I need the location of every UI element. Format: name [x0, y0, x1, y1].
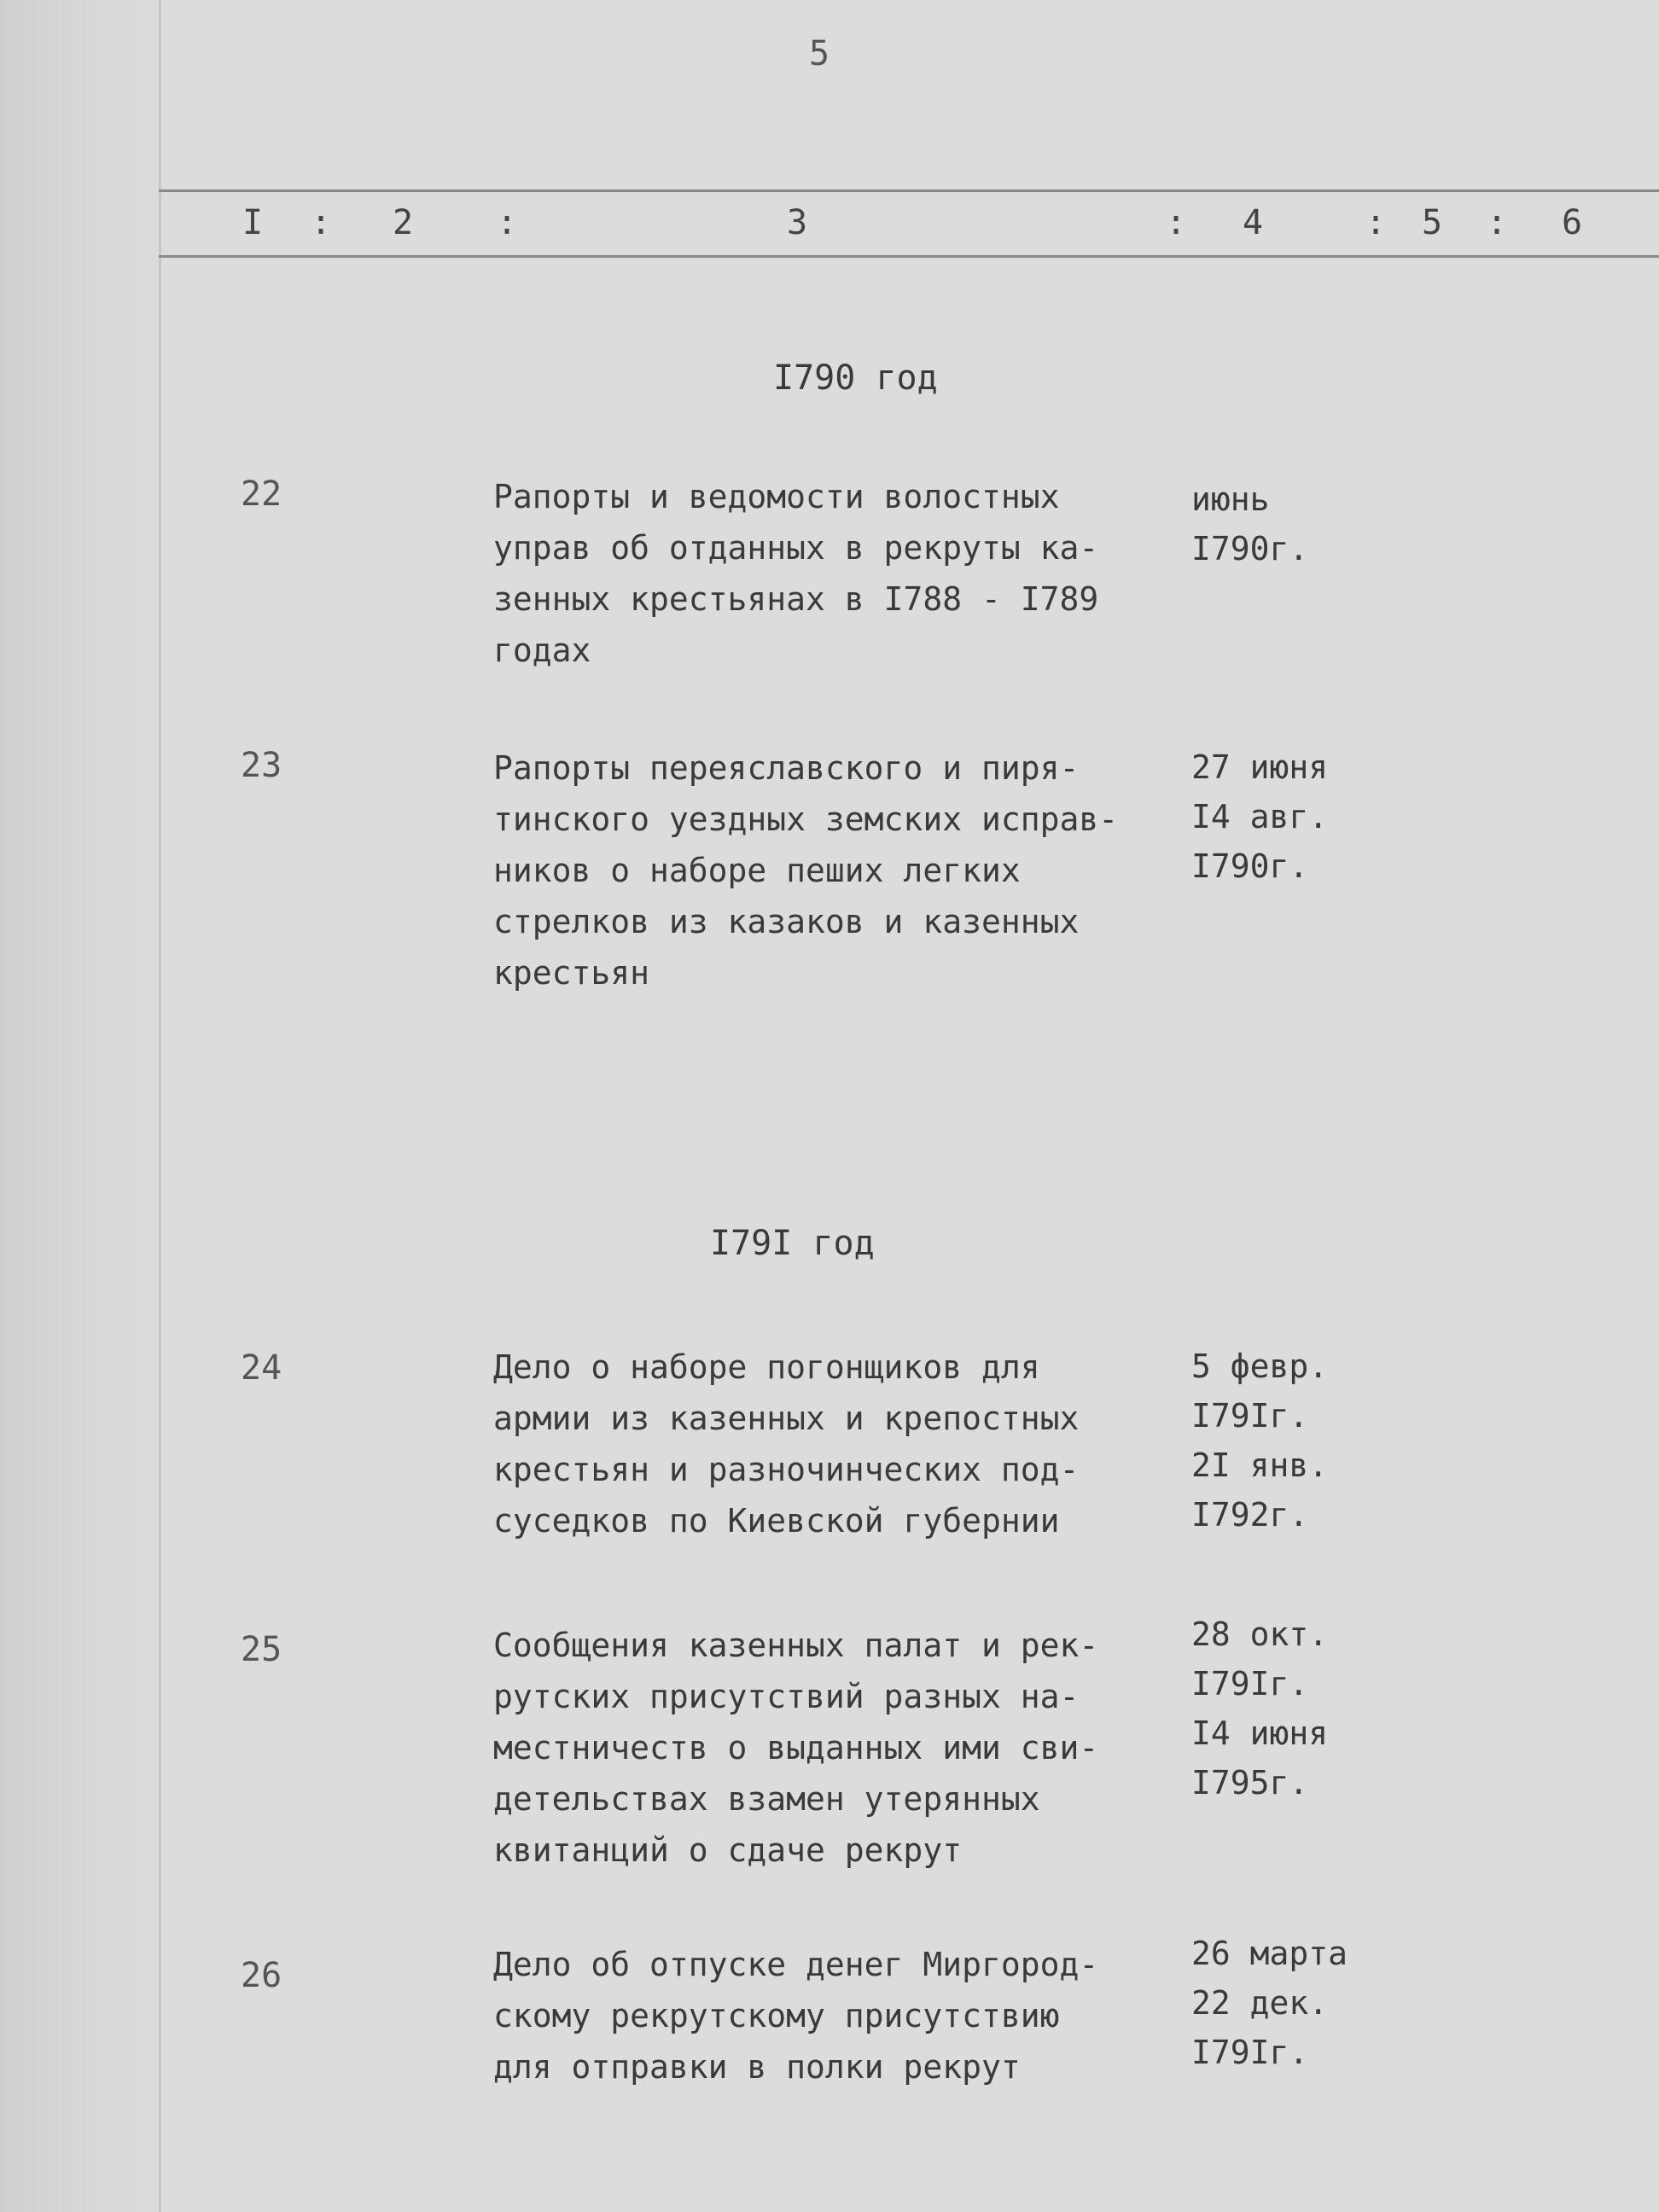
entry-number: 22 [241, 474, 282, 514]
entry-number: 24 [241, 1348, 282, 1388]
column-separator: : [1166, 203, 1187, 242]
entry-title: Дело об отпуске денег Миргород- скому рекрутскому присутствию для отправки в полки рекрут [493, 1946, 1099, 2086]
column-header-5: 5 [1422, 203, 1443, 242]
column-header-6: 6 [1562, 203, 1583, 242]
entry-number: 23 [241, 746, 282, 785]
page-edge [159, 0, 161, 2212]
entry-dates: 5 февр. I79Iг. 2I янв. I792г. [1191, 1348, 1329, 1534]
year-heading: I79I год [710, 1224, 875, 1263]
header-rule-top [159, 189, 1659, 192]
entry-number: 25 [241, 1630, 282, 1669]
column-separator: : [1487, 203, 1508, 242]
column-separator: : [1365, 203, 1387, 242]
column-header-1: I [242, 203, 264, 242]
entry-dates: 27 июня I4 авг. I790г. [1191, 748, 1329, 885]
entry-title: Рапорты переяславского и пиря- тинского уездных земских исправ- ников о наборе пеших легких стрелков из казаков и казенных крестьян [493, 749, 1119, 992]
entry-dates: 26 марта 22 дек. I79Iг. [1191, 1935, 1348, 2071]
entry-dates: 28 окт. I79Iг. I4 июня I795г. [1191, 1615, 1329, 1802]
column-header-3: 3 [787, 203, 808, 242]
entry-title: Сообщения казенных палат и рек- рутских присутствий разных на- местничеств о выданных ими сви- детельствах взамен утерянных квитанций о сдаче рекрут [493, 1627, 1099, 1869]
entry-title: Рапорты и ведомости волостных управ об отданных в рекруты ка- зенных крестьянах в I788 - I789 годах [493, 478, 1099, 669]
header-rule-bottom [159, 255, 1659, 258]
column-header-4: 4 [1243, 203, 1264, 242]
column-separator: : [311, 203, 332, 242]
year-heading: I790 год [773, 358, 938, 398]
column-header-2: 2 [393, 203, 414, 242]
entry-number: 26 [241, 1956, 282, 1995]
column-separator: : [497, 203, 518, 242]
entry-title: Дело о наборе погонщиков для армии из казенных и крепостных крестьян и разночинческих под- суседков по Киевской губернии [493, 1348, 1080, 1540]
page-number: 5 [809, 34, 830, 73]
page-binding-shadow [0, 0, 171, 2212]
entry-dates: июнь I790г. [1191, 480, 1309, 568]
